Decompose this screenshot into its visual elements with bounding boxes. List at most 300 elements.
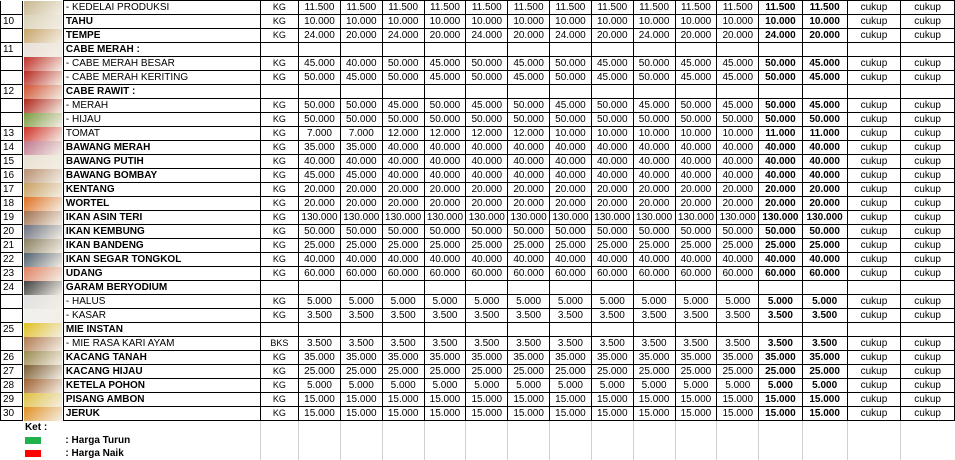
price-cell[interactable]: 25.000 [550,365,592,379]
price-cell[interactable]: 50.000 [633,57,675,71]
price-cell[interactable] [550,323,592,337]
stock-status-cell[interactable]: cukup [847,351,901,365]
price-cell[interactable]: 20.000 [717,183,759,197]
unit-cell[interactable]: BKS [260,337,298,351]
price-cell[interactable]: 40.000 [382,141,424,155]
price-cell[interactable]: 45.000 [299,169,341,183]
price-cell[interactable]: 5.000 [508,295,550,309]
price-cell[interactable]: 35.000 [299,141,341,155]
row-number-cell[interactable]: 17 [1,183,23,197]
price-cell[interactable]: 40.000 [550,169,592,183]
empty-cell[interactable] [802,447,847,460]
empty-cell[interactable] [591,447,633,460]
stock-status-cell[interactable]: cukup [847,29,901,43]
price-cell[interactable]: 50.000 [591,225,633,239]
price-cell[interactable]: 20.000 [340,183,382,197]
price-cell[interactable]: 3.500 [382,309,424,323]
row-number-cell[interactable]: 21 [1,239,23,253]
empty-cell[interactable] [802,421,847,435]
empty-cell[interactable] [675,447,717,460]
price-cell[interactable]: 40.000 [591,169,633,183]
price-cell[interactable] [633,323,675,337]
price-cell[interactable]: 15.000 [717,393,759,407]
price-cell[interactable]: 40.000 [382,155,424,169]
price-cell[interactable]: 60.000 [717,267,759,281]
avg-price-cell[interactable]: 11.000 [759,127,802,141]
avg-price-cell[interactable]: 11.500 [802,1,847,15]
price-cell[interactable]: 25.000 [717,239,759,253]
unit-cell[interactable] [260,281,298,295]
unit-cell[interactable]: KG [260,253,298,267]
empty-cell[interactable] [675,421,717,435]
commodity-name-cell[interactable]: IKAN BANDENG [63,239,260,253]
price-cell[interactable] [633,281,675,295]
price-cell[interactable]: 40.000 [340,57,382,71]
unit-cell[interactable]: KG [260,71,298,85]
price-cell[interactable]: 25.000 [633,239,675,253]
price-cell[interactable]: 45.000 [299,57,341,71]
price-cell[interactable]: 40.000 [508,155,550,169]
price-cell[interactable]: 25.000 [340,239,382,253]
stock-status-cell[interactable]: cukup [847,71,901,85]
empty-cell[interactable] [466,447,508,460]
unit-cell[interactable]: KG [260,365,298,379]
price-cell[interactable]: 60.000 [550,267,592,281]
empty-cell[interactable] [847,421,901,435]
empty-cell[interactable] [717,434,759,447]
price-cell[interactable]: 50.000 [633,113,675,127]
commodity-name-cell[interactable]: - KEDELAI PRODUKSI [63,1,260,15]
stock-status-cell[interactable]: cukup [901,57,955,71]
unit-cell[interactable] [260,85,298,99]
price-cell[interactable]: 40.000 [299,155,341,169]
commodity-name-cell[interactable]: IKAN ASIN TERI [63,211,260,225]
price-cell[interactable]: 10.000 [299,15,341,29]
row-number-cell[interactable]: 27 [1,365,23,379]
price-cell[interactable]: 5.000 [550,295,592,309]
unit-cell[interactable]: KG [260,183,298,197]
price-cell[interactable]: 40.000 [424,155,466,169]
price-cell[interactable] [382,43,424,57]
unit-cell[interactable]: KG [260,351,298,365]
price-cell[interactable] [717,281,759,295]
price-cell[interactable] [299,281,341,295]
commodity-name-cell[interactable]: TOMAT [63,127,260,141]
avg-price-cell[interactable] [802,281,847,295]
stock-status-cell[interactable]: cukup [901,169,955,183]
avg-price-cell[interactable]: 45.000 [802,99,847,113]
price-cell[interactable]: 50.000 [675,113,717,127]
stock-status-cell[interactable]: cukup [901,379,955,393]
empty-cell[interactable] [340,434,382,447]
avg-price-cell[interactable]: 25.000 [759,365,802,379]
price-cell[interactable]: 40.000 [424,141,466,155]
avg-price-cell[interactable]: 25.000 [802,365,847,379]
price-cell[interactable]: 40.000 [633,155,675,169]
stock-status-cell[interactable]: cukup [847,393,901,407]
price-cell[interactable]: 3.500 [591,337,633,351]
commodity-name-cell[interactable]: UDANG [63,267,260,281]
price-cell[interactable]: 20.000 [466,197,508,211]
avg-price-cell[interactable]: 40.000 [802,141,847,155]
price-cell[interactable] [466,85,508,99]
stock-status-cell[interactable]: cukup [847,365,901,379]
price-cell[interactable]: 20.000 [424,183,466,197]
price-cell[interactable]: 20.000 [299,197,341,211]
stock-status-cell[interactable]: cukup [847,225,901,239]
price-cell[interactable]: 5.000 [466,295,508,309]
empty-cell[interactable] [508,447,550,460]
price-cell[interactable]: 5.000 [299,379,341,393]
price-cell[interactable] [550,43,592,57]
price-cell[interactable]: 50.000 [424,225,466,239]
price-cell[interactable]: 35.000 [382,351,424,365]
price-cell[interactable]: 25.000 [382,239,424,253]
price-cell[interactable]: 20.000 [675,29,717,43]
price-cell[interactable] [340,43,382,57]
price-cell[interactable]: 35.000 [508,351,550,365]
stock-status-cell[interactable]: cukup [901,365,955,379]
avg-price-cell[interactable]: 40.000 [759,169,802,183]
price-cell[interactable]: 130.000 [717,211,759,225]
row-number-cell[interactable]: 29 [1,393,23,407]
price-cell[interactable]: 45.000 [382,99,424,113]
price-cell[interactable]: 5.000 [633,295,675,309]
avg-price-cell[interactable]: 11.000 [802,127,847,141]
avg-price-cell[interactable]: 20.000 [802,183,847,197]
row-number-cell[interactable]: 12 [1,85,23,99]
avg-price-cell[interactable]: 130.000 [759,211,802,225]
avg-price-cell[interactable]: 45.000 [802,57,847,71]
avg-price-cell[interactable] [759,43,802,57]
commodity-name-cell[interactable]: - HALUS [63,295,260,309]
stock-status-cell[interactable]: cukup [901,1,955,15]
price-cell[interactable]: 5.000 [340,379,382,393]
price-cell[interactable]: 40.000 [591,141,633,155]
stock-status-cell[interactable]: cukup [847,1,901,15]
price-cell[interactable]: 35.000 [633,351,675,365]
row-number-cell[interactable]: 16 [1,169,23,183]
row-number-cell[interactable]: 30 [1,407,23,421]
price-cell[interactable]: 45.000 [591,57,633,71]
price-cell[interactable]: 40.000 [675,155,717,169]
avg-price-cell[interactable]: 24.000 [759,29,802,43]
stock-status-cell[interactable]: cukup [847,113,901,127]
commodity-name-cell[interactable]: KENTANG [63,183,260,197]
empty-cell[interactable] [424,421,466,435]
price-cell[interactable]: 50.000 [508,225,550,239]
avg-price-cell[interactable]: 20.000 [802,29,847,43]
price-cell[interactable]: 40.000 [717,155,759,169]
price-cell[interactable]: 20.000 [591,197,633,211]
empty-cell[interactable] [901,447,955,460]
commodity-name-cell[interactable]: IKAN SEGAR TONGKOL [63,253,260,267]
price-cell[interactable]: 20.000 [340,29,382,43]
unit-cell[interactable]: KG [260,127,298,141]
price-cell[interactable]: 11.500 [508,1,550,15]
price-cell[interactable] [675,323,717,337]
price-cell[interactable]: 5.000 [424,295,466,309]
price-cell[interactable]: 5.000 [675,295,717,309]
commodity-name-cell[interactable]: - MIE RASA KARI AYAM [63,337,260,351]
price-cell[interactable]: 15.000 [550,407,592,421]
price-cell[interactable]: 25.000 [340,365,382,379]
stock-status-cell[interactable]: cukup [847,253,901,267]
unit-cell[interactable]: KG [260,407,298,421]
price-cell[interactable]: 50.000 [382,225,424,239]
price-cell[interactable]: 15.000 [550,393,592,407]
empty-cell[interactable] [340,421,382,435]
price-cell[interactable]: 60.000 [466,267,508,281]
row-number-cell[interactable]: 28 [1,379,23,393]
price-cell[interactable]: 20.000 [382,197,424,211]
price-cell[interactable]: 11.500 [633,1,675,15]
commodity-name-cell[interactable]: KETELA POHON [63,379,260,393]
price-cell[interactable] [382,85,424,99]
price-cell[interactable]: 25.000 [466,365,508,379]
price-cell[interactable]: 10.000 [508,15,550,29]
empty-cell[interactable] [633,434,675,447]
price-cell[interactable]: 11.500 [382,1,424,15]
commodity-name-cell[interactable]: JERUK [63,407,260,421]
price-cell[interactable] [591,43,633,57]
price-cell[interactable]: 50.000 [382,57,424,71]
price-cell[interactable]: 15.000 [424,393,466,407]
price-cell[interactable]: 15.000 [591,407,633,421]
price-cell[interactable]: 20.000 [299,183,341,197]
price-cell[interactable]: 40.000 [508,169,550,183]
price-cell[interactable]: 50.000 [424,99,466,113]
row-number-cell[interactable] [1,29,23,43]
price-cell[interactable]: 25.000 [299,239,341,253]
unit-cell[interactable]: KG [260,379,298,393]
price-cell[interactable]: 15.000 [633,393,675,407]
price-cell[interactable]: 11.500 [466,1,508,15]
price-cell[interactable]: 25.000 [424,239,466,253]
price-cell[interactable]: 5.000 [717,295,759,309]
price-cell[interactable]: 45.000 [550,99,592,113]
price-cell[interactable]: 60.000 [299,267,341,281]
stock-status-cell[interactable]: cukup [847,379,901,393]
empty-cell[interactable] [901,434,955,447]
price-cell[interactable]: 3.500 [550,337,592,351]
stock-status-cell[interactable]: cukup [847,239,901,253]
avg-price-cell[interactable] [759,281,802,295]
price-cell[interactable] [675,281,717,295]
row-number-cell[interactable] [1,113,23,127]
price-cell[interactable]: 50.000 [466,113,508,127]
price-cell[interactable]: 10.000 [591,15,633,29]
stock-status-cell[interactable]: cukup [847,155,901,169]
price-cell[interactable]: 15.000 [382,407,424,421]
price-cell[interactable]: 45.000 [466,99,508,113]
avg-price-cell[interactable]: 25.000 [802,239,847,253]
price-cell[interactable]: 15.000 [591,393,633,407]
stock-status-cell[interactable]: cukup [901,197,955,211]
avg-price-cell[interactable]: 11.500 [759,1,802,15]
price-cell[interactable]: 3.500 [340,337,382,351]
price-cell[interactable]: 25.000 [299,365,341,379]
price-cell[interactable]: 35.000 [299,351,341,365]
price-cell[interactable]: 15.000 [508,393,550,407]
avg-price-cell[interactable]: 5.000 [802,295,847,309]
avg-price-cell[interactable] [802,43,847,57]
price-cell[interactable]: 25.000 [466,239,508,253]
row-number-cell[interactable]: 22 [1,253,23,267]
stock-status-cell[interactable] [847,43,901,57]
avg-price-cell[interactable]: 40.000 [802,155,847,169]
price-cell[interactable]: 50.000 [550,71,592,85]
avg-price-cell[interactable]: 10.000 [759,15,802,29]
stock-status-cell[interactable]: cukup [847,407,901,421]
price-cell[interactable]: 50.000 [382,113,424,127]
unit-cell[interactable]: KG [260,309,298,323]
price-cell[interactable]: 60.000 [508,267,550,281]
empty-cell[interactable] [466,421,508,435]
row-number-cell[interactable] [1,1,23,15]
avg-price-cell[interactable]: 3.500 [802,337,847,351]
price-cell[interactable]: 20.000 [424,197,466,211]
price-cell[interactable]: 3.500 [633,309,675,323]
price-cell[interactable]: 20.000 [340,197,382,211]
price-cell[interactable]: 5.000 [550,379,592,393]
price-cell[interactable] [591,323,633,337]
price-cell[interactable]: 50.000 [633,71,675,85]
stock-status-cell[interactable]: cukup [901,183,955,197]
row-number-cell[interactable] [1,337,23,351]
stock-status-cell[interactable]: cukup [901,239,955,253]
price-cell[interactable]: 3.500 [299,309,341,323]
empty-cell[interactable] [299,434,341,447]
unit-cell[interactable]: KG [260,295,298,309]
price-cell[interactable]: 25.000 [717,365,759,379]
price-cell[interactable]: 40.000 [675,169,717,183]
stock-status-cell[interactable] [901,281,955,295]
stock-status-cell[interactable] [901,85,955,99]
price-cell[interactable]: 60.000 [591,267,633,281]
price-cell[interactable]: 7.000 [299,127,341,141]
stock-status-cell[interactable]: cukup [901,71,955,85]
price-cell[interactable]: 45.000 [675,71,717,85]
price-cell[interactable]: 5.000 [591,295,633,309]
price-cell[interactable]: 45.000 [340,169,382,183]
avg-price-cell[interactable]: 35.000 [759,351,802,365]
price-cell[interactable]: 35.000 [424,351,466,365]
price-cell[interactable]: 15.000 [299,407,341,421]
avg-price-cell[interactable]: 3.500 [759,337,802,351]
avg-price-cell[interactable]: 60.000 [759,267,802,281]
stock-status-cell[interactable]: cukup [847,57,901,71]
avg-price-cell[interactable]: 50.000 [759,71,802,85]
stock-status-cell[interactable] [847,281,901,295]
price-cell[interactable]: 25.000 [550,239,592,253]
empty-cell[interactable] [847,447,901,460]
avg-price-cell[interactable]: 5.000 [802,379,847,393]
price-cell[interactable]: 10.000 [550,127,592,141]
price-cell[interactable]: 11.500 [550,1,592,15]
empty-cell[interactable] [382,434,424,447]
row-number-cell[interactable]: 24 [1,281,23,295]
avg-price-cell[interactable]: 130.000 [802,211,847,225]
unit-cell[interactable]: KG [260,211,298,225]
price-cell[interactable]: 20.000 [717,197,759,211]
price-cell[interactable]: 40.000 [424,169,466,183]
price-cell[interactable] [466,281,508,295]
avg-price-cell[interactable]: 50.000 [802,225,847,239]
unit-cell[interactable]: KG [260,113,298,127]
row-number-cell[interactable] [1,71,23,85]
commodity-name-cell[interactable]: PISANG AMBON [63,393,260,407]
price-cell[interactable]: 50.000 [550,225,592,239]
price-cell[interactable]: 45.000 [424,57,466,71]
avg-price-cell[interactable]: 45.000 [802,71,847,85]
price-cell[interactable]: 40.000 [508,141,550,155]
price-cell[interactable]: 3.500 [299,337,341,351]
price-cell[interactable]: 20.000 [675,197,717,211]
price-cell[interactable]: 15.000 [466,407,508,421]
price-cell[interactable]: 50.000 [340,225,382,239]
unit-cell[interactable]: KG [260,99,298,113]
price-cell[interactable]: 24.000 [299,29,341,43]
row-number-cell[interactable]: 25 [1,323,23,337]
price-cell[interactable]: 130.000 [591,211,633,225]
price-cell[interactable] [508,281,550,295]
price-cell[interactable]: 45.000 [675,57,717,71]
price-cell[interactable]: 20.000 [508,183,550,197]
price-cell[interactable]: 40.000 [466,155,508,169]
price-cell[interactable]: 5.000 [717,379,759,393]
price-cell[interactable]: 20.000 [591,29,633,43]
stock-status-cell[interactable]: cukup [901,295,955,309]
empty-cell[interactable] [633,421,675,435]
stock-status-cell[interactable] [901,43,955,57]
unit-cell[interactable]: KG [260,267,298,281]
stock-status-cell[interactable]: cukup [901,225,955,239]
stock-status-cell[interactable]: cukup [901,393,955,407]
price-cell[interactable]: 10.000 [550,15,592,29]
empty-cell[interactable] [260,421,298,435]
price-cell[interactable]: 50.000 [717,225,759,239]
empty-cell[interactable] [424,434,466,447]
empty-cell[interactable] [759,434,802,447]
empty-cell[interactable] [550,447,592,460]
price-cell[interactable]: 3.500 [717,337,759,351]
price-cell[interactable]: 50.000 [675,99,717,113]
avg-price-cell[interactable]: 50.000 [759,113,802,127]
avg-price-cell[interactable]: 15.000 [759,407,802,421]
price-cell[interactable]: 11.500 [717,1,759,15]
price-cell[interactable]: 3.500 [466,337,508,351]
price-cell[interactable]: 50.000 [591,113,633,127]
unit-cell[interactable]: KG [260,57,298,71]
price-cell[interactable]: 50.000 [299,99,341,113]
commodity-name-cell[interactable]: WORTEL [63,197,260,211]
stock-status-cell[interactable]: cukup [901,29,955,43]
empty-cell[interactable] [759,421,802,435]
price-cell[interactable]: 35.000 [675,351,717,365]
price-cell[interactable]: 50.000 [508,99,550,113]
price-cell[interactable] [382,281,424,295]
price-cell[interactable]: 35.000 [550,351,592,365]
price-cell[interactable]: 130.000 [382,211,424,225]
price-cell[interactable]: 45.000 [717,57,759,71]
unit-cell[interactable]: KG [260,225,298,239]
price-cell[interactable]: 35.000 [591,351,633,365]
price-cell[interactable]: 50.000 [591,99,633,113]
row-number-cell[interactable] [1,309,23,323]
unit-cell[interactable] [260,43,298,57]
stock-status-cell[interactable]: cukup [901,155,955,169]
